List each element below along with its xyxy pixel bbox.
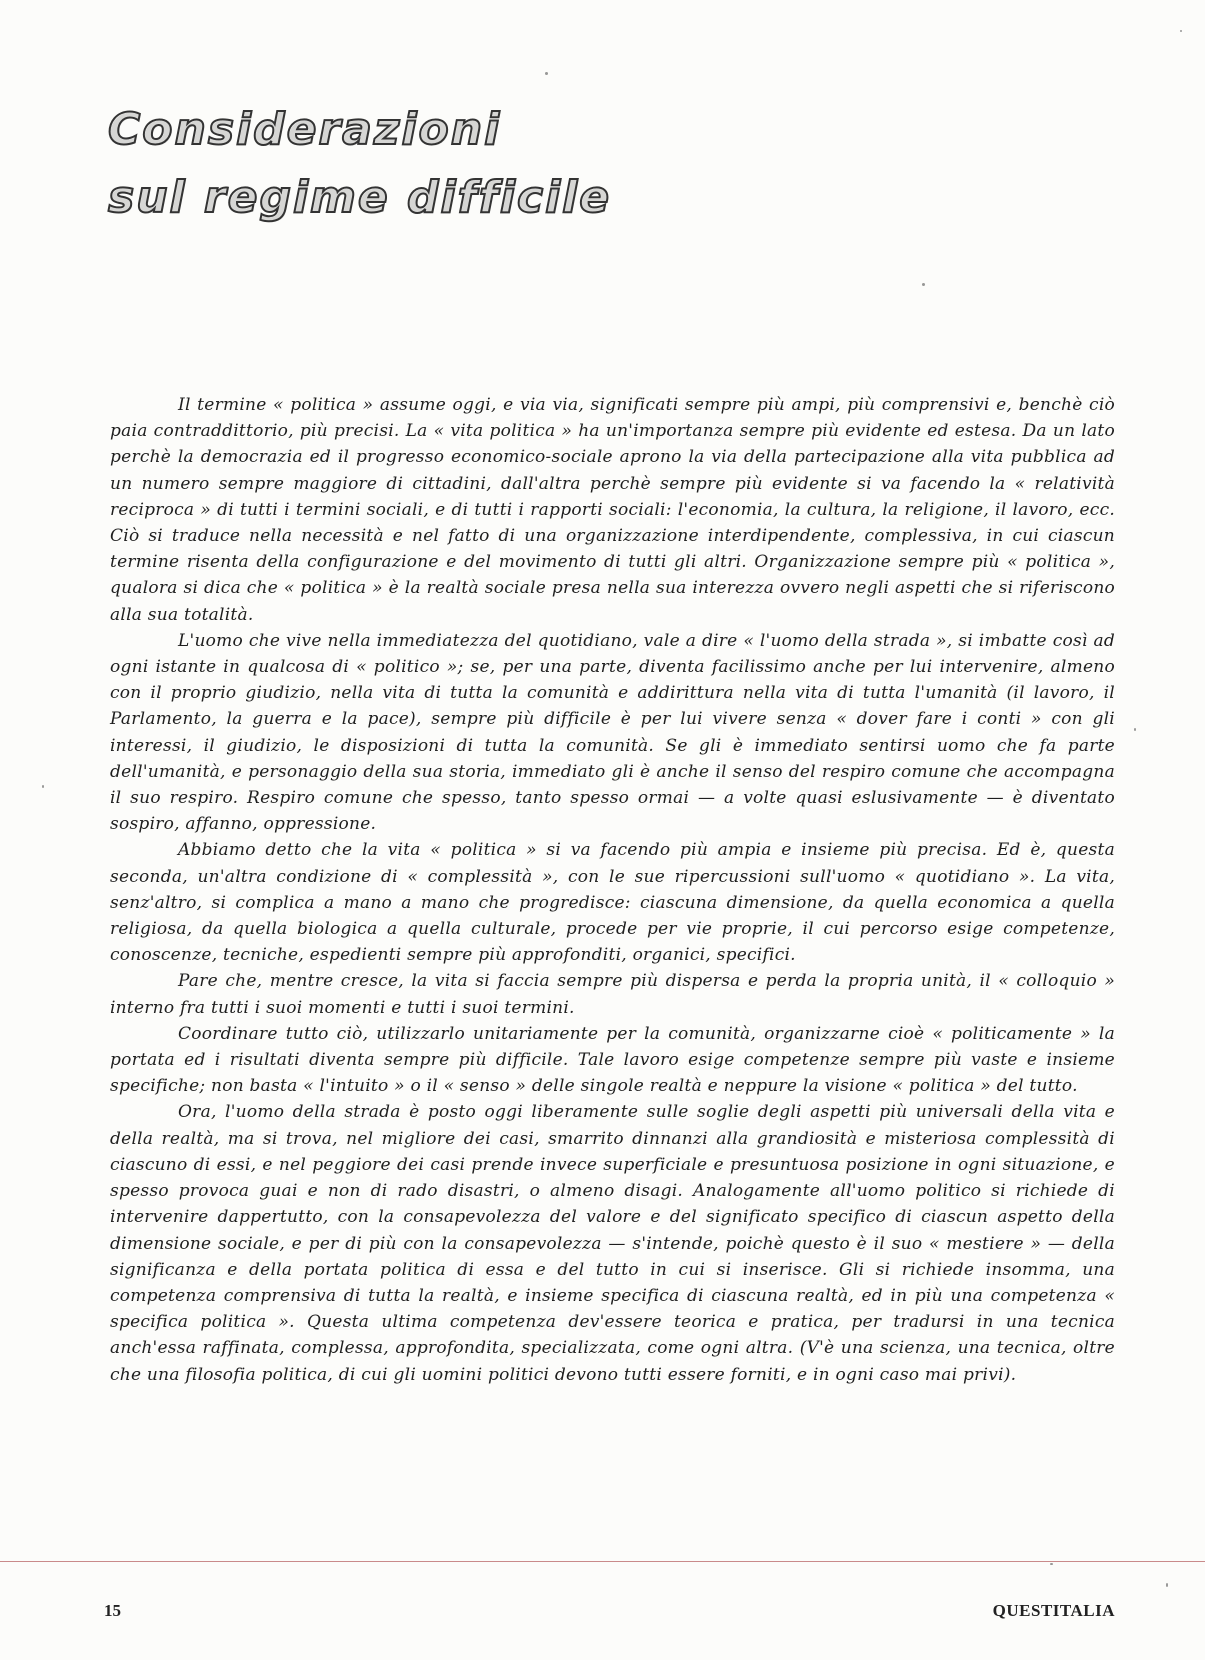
scan-speck: [1166, 1583, 1168, 1587]
article-title-line-1: Considerazioni: [108, 104, 502, 155]
paragraph: L'uomo che vive nella immediatezza del quotidiano, vale a dire « l'uomo della strada », si imbatte così ad ogni istante in qualcosa di « politico »; se, per una parte, diventa facilissimo anche per lui intervenire, almeno con il proprio giudizio, nella vita di tutta la comunità e addirittura nella vita di tutta l'umanità (il lavoro, il Parlamento, la guerra e la pace), sempre più difficile è per lui vivere senza « dover fare i conti » con gli interessi, il giudizio, le disposizioni di tutta la comunità. Se gli è immediato sentirsi uomo che fa parte dell'umanità, e personaggio della sua storia, immediato gli è anche il senso del respiro comune che accompagna il suo respiro. Respiro comune che spesso, tanto spesso ormai — a volte quasi eslusivamente — è diventato sospiro, affanno, oppressione.: [110, 630, 1115, 835]
scan-speck: [1050, 1563, 1053, 1565]
scan-speck: [42, 785, 44, 788]
footer-rule: [0, 1561, 1205, 1562]
scan-speck: [922, 283, 925, 286]
scan-speck: [545, 72, 548, 75]
paragraph: Abbiamo detto che la vita « politica » si va facendo più ampia e insieme più precisa. Ed è, questa seconda, un'altra condizione di « complessità », con le sue ripercussioni sull'uomo « quotidiano ». La vita, senz'altro, si complica a mano a mano che progredisce: ciascuna dimensione, da quella economica a quella religiosa, da quella biologica a quella culturale, procede per vie proprie, il cui percorso esige competenze, conoscenze, tecniche, espedienti sempre più approfonditi, organici, specifici.: [110, 840, 1115, 966]
paragraph: Pare che, mentre cresce, la vita si faccia sempre più dispersa e perda la propria unità, il « colloquio » interno fra tutti i suoi momenti e tutti i suoi termini.: [110, 971, 1115, 1018]
article-body: [110, 392, 1115, 1388]
article-title: [108, 104, 728, 240]
paragraph: Coordinare tutto ciò, utilizzarlo unitariamente per la comunità, organizzarne cioè « politicamente » la portata ed i risultati diventa sempre più difficile. Tale lavoro esige competenze sempre più vaste e insieme specifiche; non basta « l'intuito » o il « senso » delle singole realtà e neppure la visione « politica » del tutto.: [110, 1023, 1115, 1097]
article-title-line-2: sul regime difficile: [108, 172, 612, 223]
page-number: 15: [104, 1601, 121, 1620]
scan-speck: [1134, 728, 1136, 731]
scan-speck: [1180, 30, 1182, 32]
magazine-name: QUESTITALIA: [992, 1601, 1115, 1620]
paragraph: Il termine « politica » assume oggi, e via via, significati sempre più ampi, più comprensivi e, benchè ciò paia contraddittorio, più precisi. La « vita politica » ha un'importanza sempre più evidente ed estesa. Da un lato perchè la democrazia ed il progresso economico-sociale aprono la via della partecipazione alla vita pubblica ad un numero sempre maggiore di cittadini, dall'altra perchè sempre più evidente si va facendo la « relatività reciproca » di tutti i termini sociali, e di tutti i rapporti sociali: l'economia, la cultura, la religione, il lavoro, ecc. Ciò si traduce nella necessità e nel fatto di una organizzazione interdipendente, complessiva, in cui ciascun termine risenta della configurazione e del movimento di tutti gli altri. Organizzazione sempre più « politica », qualora si dica che « politica » è la realtà sociale presa nella sua interezza ovvero negli aspetti che si riferiscono alla sua totalità.: [110, 395, 1115, 625]
paragraph: Ora, l'uomo della strada è posto oggi liberamente sulle soglie degli aspetti più universali della vita e della realtà, ma si trova, nel migliore dei casi, smarrito dinnanzi alla grandiosità e misteriosa complessità di ciascuno di essi, e nel peggiore dei casi prende invece superficiale e presuntuosa posizione in ogni situazione, e spesso provoca guai e non di rado disastri, o almeno disagi. Analogamente all'uomo politico si richiede di intervenire dappertutto, con la consapevolezza del valore e del significato specifico di ciascun aspetto della dimensione sociale, e per di più con la consapevolezza — s'intende, poichè questo è il suo « mestiere » — della significanza e della portata politica di essa e del tutto in cui si inserisce. Gli si richiede insomma, una competenza comprensiva di tutta la realtà, e insieme specifica di ciascuna realtà, ed in più una competenza « specifica politica ». Questa ultima competenza dev'essere teorica e pratica, per tradursi in una tecnica anch'essa raffinata, complessa, approfondita, specializzata, come ogni altra. (V'è una scienza, una tecnica, oltre che una filosofia politica, di cui gli uomini politici devono tutti essere forniti, e in ogni caso mai privi).: [110, 1102, 1115, 1385]
